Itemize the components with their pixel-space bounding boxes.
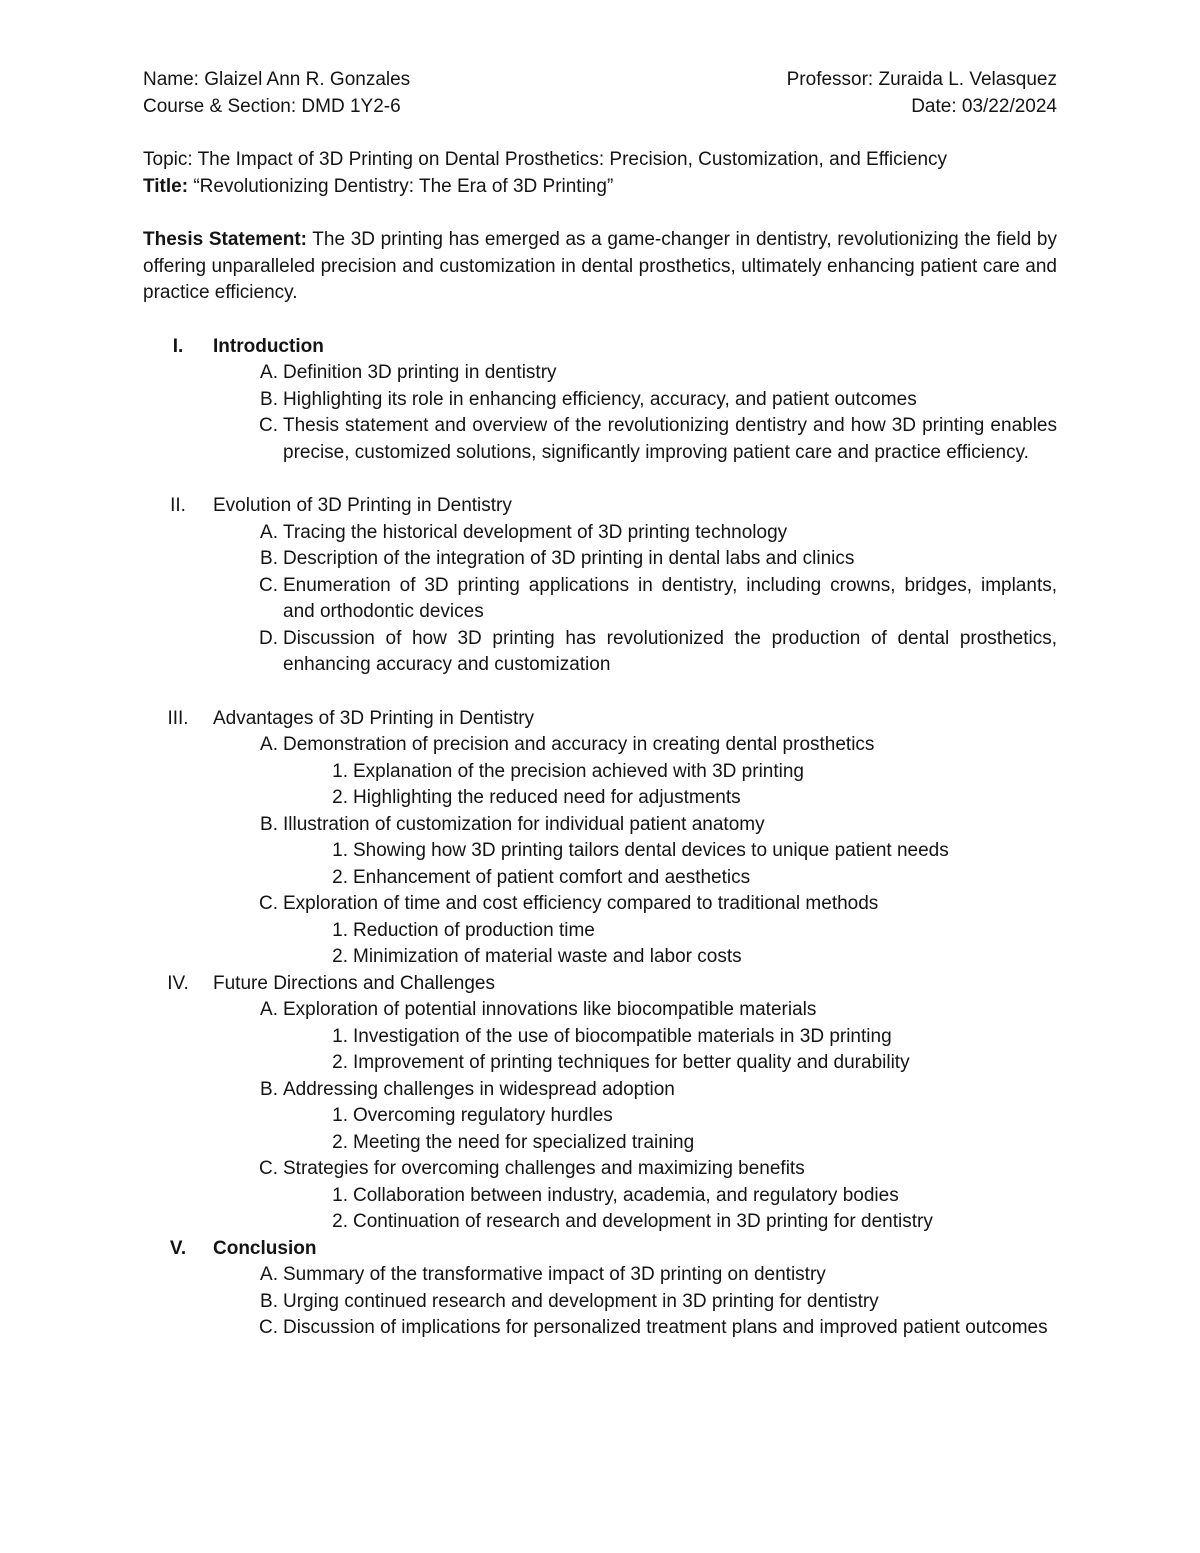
item-label: C. [259,415,278,436]
outline-subitem [313,865,1057,892]
header-row-2 [143,94,1057,121]
section-title: Introduction [213,335,324,357]
item-text: Discussion of implications for personalized treatment plans and improved patient outcomes [283,1317,1048,1338]
document-page [143,67,1057,1342]
outline-subitem [313,1209,1057,1236]
outline-subitem [313,838,1057,865]
outline-item [243,626,1057,679]
section-heading [143,1236,1057,1263]
item-label: D. [259,627,278,649]
outline-subitem [313,918,1057,945]
subitem-label: 1. [332,760,348,782]
date: Date: 03/22/2024 [911,95,1057,117]
subitem-text: Enhancement of patient comfort and aesthetics [353,866,751,888]
item-text: Description of the integration of 3D printing in dental labs and clinics [283,548,855,569]
outline-item [243,1077,1057,1104]
section-heading [143,493,1057,520]
subitem-text: Continuation of research and development in 3D printing for dentistry [353,1211,933,1232]
outline-item [243,1156,1057,1183]
outline-item [243,891,1057,918]
subitem-text: Explanation of the precision achieved with 3D printing [353,760,804,782]
outline-item [243,387,1057,414]
item-label: C. [259,1317,278,1338]
item-text: Summary of the transformative impact of 3D printing on dentistry [283,1264,826,1285]
subitem-text: Highlighting the reduced need for adjustments [353,787,741,808]
item-label: C. [259,1158,278,1179]
outline-subitem [313,1050,1057,1077]
section-number: III. [167,707,189,729]
section-number: V. [169,1237,187,1259]
subitem-label: 2. [332,787,348,808]
outline-subitem [313,944,1057,971]
item-text: Strategies for overcoming challenges and maximizing benefits [283,1158,805,1179]
section-number: II. [170,495,186,516]
outline-item [243,360,1057,387]
item-label: B. [260,388,278,410]
title-line [143,174,1057,201]
item-label: A. [260,521,278,543]
subitem-text: Reduction of production time [353,919,595,941]
outline-subitem [313,759,1057,786]
item-text: Demonstration of precision and accuracy in creating dental prosthetics [283,734,875,755]
outline-subitem [313,1130,1057,1157]
outline-item [243,1262,1057,1289]
item-text: Urging continued research and development in 3D printing for dentistry [283,1290,879,1312]
item-label: A. [260,734,278,755]
subitem-label: 1. [332,1105,348,1126]
item-text: Illustration of customization for individual patient anatomy [283,813,765,835]
header-row-1 [143,67,1057,94]
outline-subitem [313,785,1057,812]
outline-subitem [313,1024,1057,1051]
item-text: Tracing the historical development of 3D printing technology [283,521,788,543]
student-name: Name: Glaizel Ann R. Gonzales [143,69,411,90]
subitem-label: 2. [332,946,348,967]
subitem-label: 2. [332,1211,348,1232]
item-label: A. [260,1264,278,1285]
professor-name: Professor: Zuraida L. Velasquez [786,69,1057,90]
title-label: Title: [143,175,189,197]
section-number: IV. [167,972,189,994]
section-title: Evolution of 3D Printing in Dentistry [213,495,512,516]
subitem-label: 1. [332,1025,348,1047]
item-text: Exploration of potential innovations like biocompatible materials [283,999,817,1020]
section-heading [143,971,1057,998]
subitem-label: 1. [332,1184,348,1206]
subitem-text: Showing how 3D printing tailors dental devices to unique patient needs [353,840,949,861]
subitem-text: Meeting the need for specialized training [353,1131,695,1153]
item-text: Highlighting its role in enhancing efficiency, accuracy, and patient outcomes [283,388,917,410]
outline-item [243,413,1057,466]
subitem-label: 1. [332,840,348,861]
section-heading [143,706,1057,733]
outline-item [243,546,1057,573]
item-label: C. [259,893,278,914]
section-title: Future Directions and Challenges [213,972,495,994]
thesis-label: Thesis Statement: [143,229,308,250]
item-text: Enumeration of 3D printing applications in dentistry, including crowns, bridges, implants, and orthodontic devices [283,574,1057,622]
section-heading [143,334,1057,361]
thesis-text: The 3D printing has emerged as a game-changer in dentistry, revolutionizing the field by offering unparalleled precision and customization in dental prosthetics, ultimately enhancing patient care and practice efficiency. [143,229,1057,303]
outline-item [243,1315,1057,1342]
outline-subitem [313,1183,1057,1210]
subitem-text: Overcoming regulatory hurdles [353,1105,613,1126]
item-label: B. [260,548,278,569]
topic-line: Topic: The Impact of 3D Printing on Dental Prosthetics: Precision, Customization, and Efficiency [143,149,948,170]
item-text: Exploration of time and cost efficiency compared to traditional methods [283,893,879,914]
course-section: Course & Section: DMD 1Y2-6 [143,95,401,117]
outline-item [243,573,1057,626]
subitem-label: 1. [332,919,348,941]
subitem-text: Investigation of the use of biocompatible materials in 3D printing [353,1025,892,1047]
section-title: Conclusion [213,1237,317,1259]
title-text: “Revolutionizing Dentistry: The Era of 3D Printing” [188,175,614,197]
item-text: Addressing challenges in widespread adoption [283,1078,675,1100]
outline-item [243,732,1057,759]
thesis-statement [143,227,1057,307]
item-label: B. [260,813,278,835]
section-title: Advantages of 3D Printing in Dentistry [213,707,535,729]
item-text: Discussion of how 3D printing has revolutionized the production of dental prosthetics, enhancing accuracy and customization [283,627,1057,675]
outline-item [243,520,1057,547]
subitem-text: Collaboration between industry, academia, and regulatory bodies [353,1184,899,1206]
subitem-label: 2. [332,866,348,888]
item-label: C. [259,574,278,596]
item-text: Definition 3D printing in dentistry [283,362,557,383]
item-label: B. [260,1078,278,1100]
item-text: Thesis statement and overview of the revolutionizing dentistry and how 3D printing enables precise, customized solutions, significantly improving patient care and practice efficiency. [283,415,1057,463]
subitem-text: Minimization of material waste and labor costs [353,946,742,967]
outline-item [243,1289,1057,1316]
item-label: B. [260,1290,278,1312]
outline-item [243,812,1057,839]
item-label: A. [260,362,278,383]
outline-subitem [313,1103,1057,1130]
outline-item [243,997,1057,1024]
section-number: I. [172,335,184,357]
subitem-label: 2. [332,1052,348,1073]
subitem-label: 2. [332,1131,348,1153]
item-label: A. [260,999,278,1020]
subitem-text: Improvement of printing techniques for better quality and durability [353,1052,910,1073]
